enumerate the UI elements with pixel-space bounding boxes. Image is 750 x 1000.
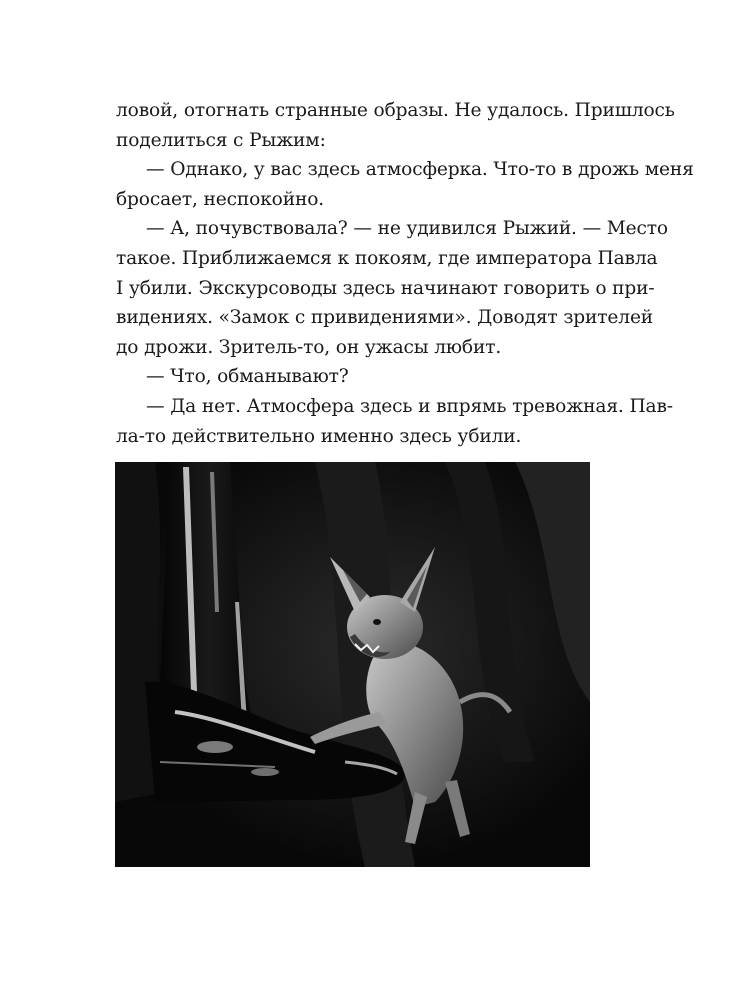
text-line: бросает, неспокойно. xyxy=(116,188,325,210)
text-line: до дрожи. Зритель-то, он ужасы любит. xyxy=(116,336,502,358)
text-line: видениях. «Замок с привидениями». Доводят зрителей xyxy=(116,307,654,329)
text-line: — А, почувствовала? — не удивился Рыжий. — Место xyxy=(146,218,668,240)
text-line: ловой, отогнать странные образы. Не удалось. Пришлось xyxy=(116,100,675,121)
illustration-drawing xyxy=(115,462,590,867)
text-line: поделиться с Рыжим: xyxy=(116,129,326,151)
text-line: — Однако, у вас здесь атмосферка. Что-то в дрожь меня xyxy=(146,159,694,181)
illustration-dog-and-boot xyxy=(115,462,590,867)
text-line: — Да нет. Атмосфера здесь и впрямь тревожная. Пав- xyxy=(146,395,673,417)
text-line: I убили. Экскурсоводы здесь начинают говорить о при- xyxy=(116,277,655,299)
text-line: такое. Приближаемся к покоям, где императора Павла xyxy=(116,247,658,269)
page-text xyxy=(116,96,694,451)
text-line: — Что, обманывают? xyxy=(146,366,349,388)
text-line: ла-то действительно именно здесь убили. xyxy=(116,425,522,447)
